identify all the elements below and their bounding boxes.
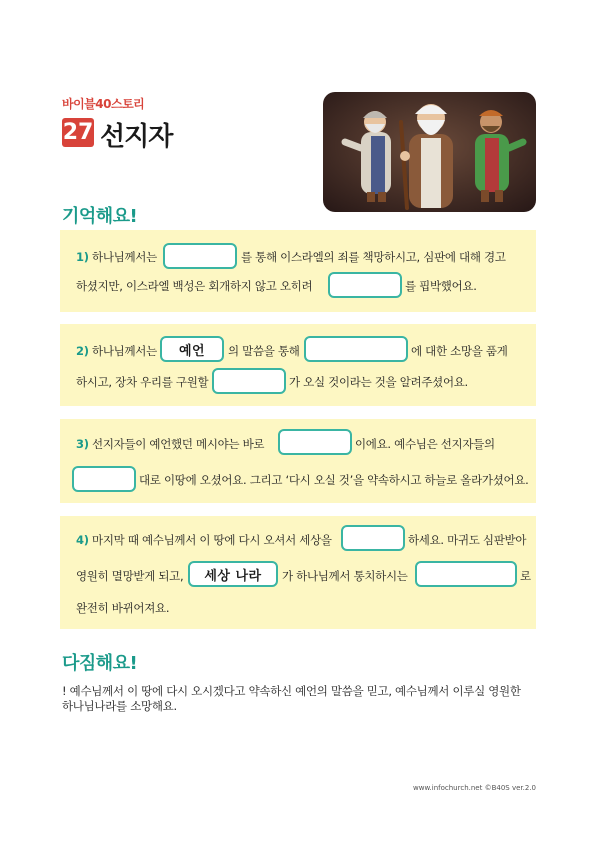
q4-text-b: 하세요. 마귀도 심판받아: [408, 533, 527, 547]
resolve-line-1: ! 예수님께서 이 땅에 다시 오시겠다고 약속하신 예언의 말씀을 믿고, 예수님께서 이루실 영원한: [62, 684, 521, 698]
q4-text-d: 가 하나님께서 통치하시는: [282, 569, 408, 583]
q2-text-e: 가 오실 것이라는 것을 알려주셨어요.: [289, 375, 468, 389]
q4-text-f: 완전히 바뀌어져요.: [76, 601, 170, 615]
q4-blank-1[interactable]: [341, 525, 405, 551]
footer-copyright: www.infochurch.net ©B40S ver.2.0: [413, 784, 536, 792]
q1-text-b: 를 통해 이스라엘의 죄를 책망하시고, 심판에 대해 경고: [241, 250, 506, 264]
q3-blank-2[interactable]: [72, 466, 136, 492]
series-label: 바이블40스토리: [62, 97, 145, 111]
q4-text-c: 영원히 멸망받게 되고,: [76, 569, 184, 583]
q2-blank-1[interactable]: [304, 336, 408, 362]
q1-text-d: 를 핍박했어요.: [405, 279, 477, 293]
q4-answer-box: 세상 나라: [188, 561, 278, 587]
resolve-section-title: 다짐해요!: [62, 653, 138, 674]
q4-line1-text: [76, 532, 332, 548]
page-title: 선지자: [100, 122, 173, 152]
memorize-section-title: 기억해요!: [62, 206, 138, 227]
q4-number: 4): [76, 533, 89, 547]
q4-blank-2[interactable]: [415, 561, 517, 587]
q4-text-e: 로: [520, 569, 531, 583]
q1-number: 1): [76, 250, 89, 264]
q3-line1-text: [76, 436, 264, 452]
q3-text-a: 선지자들이 예언했던 메시야는 바로: [92, 437, 265, 451]
resolve-line-2: 하나님나라를 소망해요.: [62, 699, 177, 713]
q1-text-a: 하나님께서는: [92, 250, 157, 264]
q2-answer-box: 예언: [160, 336, 224, 362]
q1-blank-1[interactable]: [163, 243, 237, 269]
q2-text-a: 하나님께서는: [92, 344, 157, 358]
q3-text-c: 대로 이땅에 오셨어요. 그리고 ‘다시 오실 것’을 약속하시고 하늘로 올라가셨어요.: [139, 473, 529, 487]
q3-blank-1[interactable]: [278, 429, 352, 455]
q3-number: 3): [76, 437, 89, 451]
q1-line1-text: [76, 249, 157, 265]
lesson-number-badge: 27: [62, 120, 94, 145]
q2-blank-2[interactable]: [212, 368, 286, 394]
q2-number: 2): [76, 344, 89, 358]
q2-text-c: 에 대한 소망을 품게: [411, 344, 508, 358]
q4-text-a: 마지막 때 예수님께서 이 땅에 다시 오셔서 세상을: [92, 533, 332, 547]
q2-text-d: 하시고, 장차 우리를 구원할: [76, 375, 209, 389]
q1-text-c: 하셨지만, 이스라엘 백성은 회개하지 않고 오히려: [76, 279, 313, 293]
question-card-1: [60, 230, 536, 312]
q1-blank-2[interactable]: [328, 272, 402, 298]
prophets-illustration-image: [323, 92, 536, 212]
q3-text-b: 이에요. 예수님은 선지자들의: [355, 437, 495, 451]
q2-text-b: 의 말씀을 통해: [228, 344, 300, 358]
prophets-illustration: [323, 92, 536, 212]
q2-line1-text: [76, 343, 157, 359]
resolve-text: [62, 684, 521, 714]
question-card-2: [60, 324, 536, 406]
